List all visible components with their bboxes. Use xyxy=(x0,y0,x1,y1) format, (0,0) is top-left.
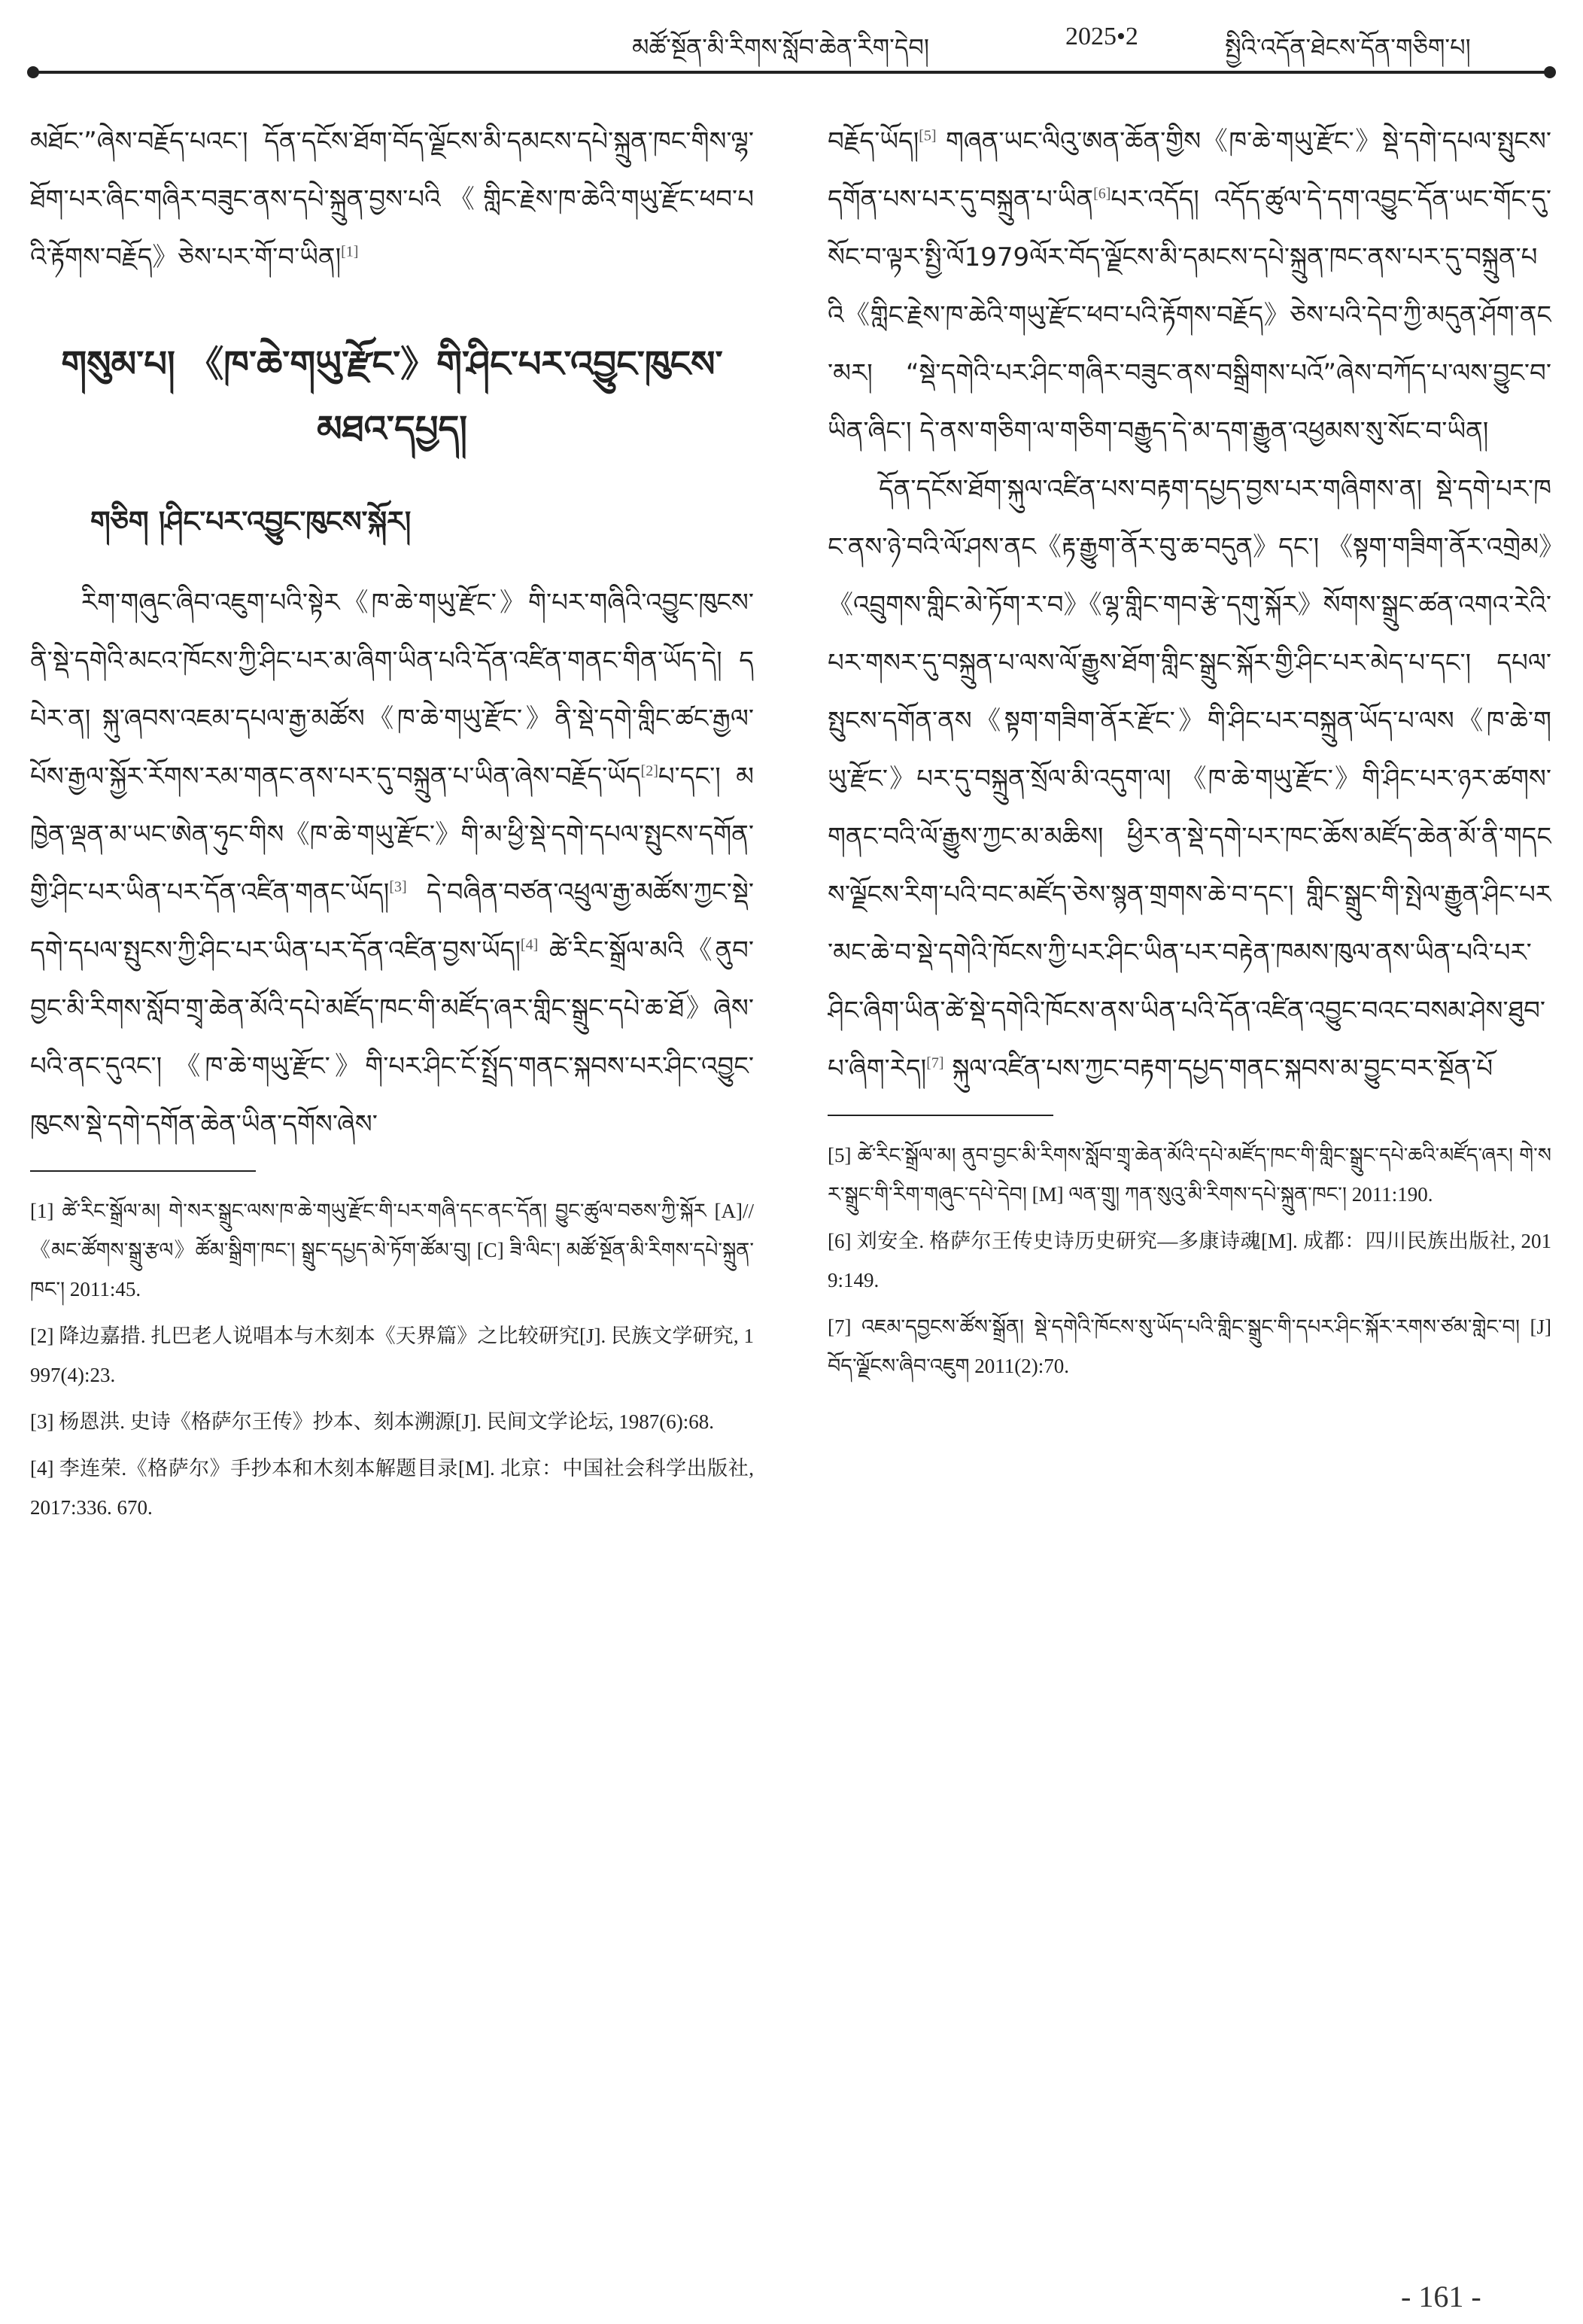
right-para2-text: དོན་དངོས་ཐོག་སྐུལ་འཛིན་པས་བརྟག་དཔྱད་བྱས་པར་གཞིགས་ན། སྡེ་དགེ་པར་ཁང་ནས་ཉེ་བའི་ལོ་ཤས་ནང《རྟ་རྒྱུག་ནོར་བུ་ཆ་བདུན》དང་། 《སྟག་གཟིག་ནོར་འགྲེམ》《འབྲུགས་གླིང་མེ་ཏོག་ར་བ》《ལྷ་གླིང་གབ་རྩེ་དགུ་སྐོར》སོགས་སྒྲུང་ཚན་འགའ་རེའི་པར་གསར་དུ་བསྐྲུན་པ་ལས་ལོ་རྒྱུས་ཐོག་གླིང་སྒྲུང་སྐོར་གྱི་ཤིང་པར་མེད་པ་དང་། དཔལ་སྤུངས་དགོན་ནས《སྟག་གཟིག་ནོར་རྫོང་》གི་ཤིང་པར་བསྐྲུན་ཡོད་པ་ལས《ཁ་ཆེ་གཡུ་རྫོང་》པར་དུ་བསྐྲུན་སྲོལ་མི་འདུག་ལ། 《ཁ་ཆེ་གཡུ་རྫོང་》གི་ཤིང་པར་ཉར་ཚགས་གནང་བའི་ལོ་རྒྱུས་ཀྱང་མ་མཆིས། ཕྱིར་ན་སྡེ་དགེ་པར་ཁང་ཆོས་མཛོད་ཆེན་མོ་ནི་གདངས་ལྗོངས་རིག་པའི་བང་མཛོད་ཅེས་སྙན་གྲགས་ཆེ་བ་དང་། གླིང་སྒྲུང་གི་སྤེལ་རྒྱུན་ཤིང་པར་མང་ཆེ་བ་སྡེ་དགེའི་ཁོངས་ཀྱི་པར་ཤིང་ཡིན་པར་བརྟེན་ཁམས་ཁུལ་ནས་ཡིན་པའི་པར་ཤིང་ཞིག་ཡིན་ཚེ་སྡེ་དགེའི་ཁོངས་ནས་ཡིན་པའི་དོན་འཛིན་འབྱུང་བའང་བསམ་ཤེས་ཐུབ་པ་ཞིག་རེད། xyxy=(828,474,1551,1084)
left-para1-text: མཐོང་”ཞེས་བརྗོད་པའང་། དོན་དངོས་ཐོག་བོད་ལྗོངས་མི་དམངས་དཔེ་སྐྲུན་ཁང་གིས་ལྷ་ཐོག་པར་ཞིང་གཞིར་བཟུང་ནས་དཔེ་སྐྲུན་བྱས་པའི《གླིང་རྗེས་ཁ་ཆེའི་གཡུ་རྫོང་ཕབ་པའི་རྟོགས་བརྗོད》ཅེས་པར་གོ་བ་ཡིན། xyxy=(30,126,754,272)
left-para2d-text: ཚེ་རིང་སྒྲོལ་མའི《ནུབ་བྱང་མི་རིགས་སློབ་གྲྭ་ཆེན་མོའི་དཔེ་མཛོད་ཁང་གི་མཛོད་ཞར་གླིང་སྒྲུང་དཔེ་ཆ་ཐོ》ཞེས་པའི་ནང་དུའང་། 《ཁ་ཆེ་གཡུ་རྫོང་》གི་པར་ཤིང་ངོ་སྤྲོད་གནང་སྐབས་པར་ཤིང་འབྱུང་ཁུངས་སྡེ་དགེ་དགོན་ཆེན་ཡིན་དགོས་ཞེས་ xyxy=(30,935,754,1139)
right-column xyxy=(828,113,1551,2228)
header-rule-dot-right xyxy=(1544,66,1556,78)
journal-title: མཚོ་སྔོན་མི་རིགས་སློབ་ཆེན་རིག་དེབ། xyxy=(632,33,930,62)
issue-number: 2025•2 xyxy=(1065,23,1138,50)
issue-section: སྤྱིའི་འདོན་ཐེངས་དོན་གཅིག་པ། xyxy=(1225,33,1471,62)
right-paragraph-2 xyxy=(828,461,1551,1098)
subsection-title: གཅིག །ཤིང་པར་འབྱུང་ཁུངས་སྐོར། xyxy=(90,505,412,538)
footnote-5: [5] ཚེ་རིང་སྒྲོལ་མ། ནུབ་བྱང་མི་རིགས་སློབ་གྲྭ་ཆེན་མོའི་དཔེ་མཛོད་ཁང་གི་གླིང་སྒྲུང་དཔེ་ཆའི་མཛོད་ཞར། གེ་སར་སྒྲུང་གི་རིག་གཞུང་དཔེ་དེབ། [M] ལན་གྲུ། ཀན་སུའུ་མི་རིགས་དཔེ་སྐྲུན་ཁང་། 2011:190. xyxy=(828,1144,1551,1206)
footnote-ref-7[interactable]: [7] xyxy=(926,1054,944,1072)
right-para1-text: བརྗོད་ཡོད། xyxy=(828,126,919,157)
footnote-2: [2] 降边嘉措. 扎巴老人说唱本与木刻本《天界篇》之比较研究[J]. 民族文学研究, 1997(4):23. xyxy=(30,1325,754,1386)
footnote-ref-6[interactable]: [6] xyxy=(1093,185,1111,202)
left-paragraph-2 xyxy=(30,574,754,1154)
header-rule-dot-left xyxy=(27,66,39,78)
left-column xyxy=(30,113,754,2228)
footnote-4: [4] 李连荣.《格萨尔》手抄本和木刻本解题目录[M]. 北京：中国社会科学出版社, 2017:336. 670. xyxy=(30,1457,754,1519)
header-rule xyxy=(32,71,1550,74)
footnote-ref-5[interactable]: [5] xyxy=(919,127,937,144)
footnote-ref-1[interactable]: [1] xyxy=(341,243,359,260)
footnote-ref-3[interactable]: [3] xyxy=(389,878,407,896)
right-para2b-text: སྐུལ་འཛིན་པས་ཀྱང་བརྟག་དཔྱད་གནང་སྐབས་མ་བྱུང་བར་སྔོན་པོ xyxy=(943,1054,1493,1084)
left-paragraph-1 xyxy=(30,113,754,287)
footnote-7: [7] འཇམ་དབྱངས་ཚོས་སྒྲོན། སྡེ་དགེའི་ཁོངས་སུ་ཡོད་པའི་གླིང་སྒྲུང་གི་དཔར་ཤིང་སྐོར་རགས་ཙམ་གླེང་བ། [J] བོད་ལྗོངས་ཞིབ་འཇུག 2011(2):70. xyxy=(828,1316,1551,1377)
footnote-3: [3] 杨恩洪. 史诗《格萨尔王传》抄本、刻本溯源[J]. 民间文学论坛, 1987(6):68. xyxy=(30,1410,714,1433)
left-para2-text: རིག་གཞུང་ཞིབ་འཇུག་པའི་སྟེར《ཁ་ཆེ་གཡུ་རྫོང་》གི་པར་གཞིའི་འབྱུང་ཁུངས་ནི་སྡེ་དགེའི་མངའ་ཁོངས་ཀྱི་ཤིང་པར་མ་ཞིག་ཡིན་པའི་དོན་འཛིན་གནང་གིན་ཡོད་དེ། དཔེར་ན། སྐུ་ཞབས་འཇམ་དཔལ་རྒྱ་མཚོས《ཁ་ཆེ་གཡུ་རྫོང་》ནི་སྡེ་དགེ་གླིང་ཚང་རྒྱལ་པོས་རྒྱལ་སྐྱོར་རོགས་རམ་གནང་ནས་པར་དུ་བསྐྲུན་པ་ཡིན་ཞེས་བརྗོད་ཡོད xyxy=(30,588,754,792)
page-number: - 161 - xyxy=(1401,2280,1481,2313)
section-title: གསུམ་པ། 《ཁ་ཆེ་གཡུ་རྫོང་》གི་ཤིང་པར་འབྱུང་ཁུངས་མཐའ་དཔྱད། xyxy=(61,343,723,450)
footnote-rule xyxy=(828,1115,1053,1116)
right-paragraph-1 xyxy=(828,113,1551,461)
footnote-6: [6] 刘安全. 格萨尔王传史诗历史研究—多康诗魂[M]. 成都：四川民族出版社, 2019:149. xyxy=(828,1230,1551,1291)
left-para2c-text: དེ་བཞིན་བཙན་འཕྲུལ་རྒྱ་མཚོས་ཀྱང་སྡེ་དགེ་དཔལ་སྤུངས་ཀྱི་ཤིང་པར་ཡིན་པར་དོན་འཛིན་བྱས་ཡོད། xyxy=(30,878,754,966)
footnote-ref-2[interactable]: [2] xyxy=(640,762,658,780)
footnote-1: [1] ཚེ་རིང་སྒྲོལ་མ། གེ་སར་སྒྲུང་ལས་ཁ་ཆེ་གཡུ་རྫོང་གི་པར་གཞི་དང་ནང་དོན། བྱུང་ཚུལ་བཅས་ཀྱི་སྐོར [A]//《མང་ཚོགས་སྒྲུ་རྩལ》ཚོམ་སྒྲིག་ཁང་། སྒྲུང་དཔྱད་མེ་ཏོག་ཚོམ་བུ། [C] ཟི་ལིང་། མཚོ་སྔོན་མི་རིགས་དཔེ་སྐྲུན་ཁང་། 2011:45. xyxy=(30,1200,754,1300)
right-para1c-text: པར་འདོད། འདོད་ཚུལ་དེ་དག་འབྱུང་དོན་ཡང་གོང་དུ་སོང་བ་ལྟར་སྤྱི་ལོ1979ལོར་བོད་ལྗོངས་མི་དམངས་དཔེ་སྐྲུན་ཁང་ནས་པར་དུ་བསྐྲུན་པའི《གླིང་རྗེས་ཁ་ཆེའི་གཡུ་རྫོང་ཕབ་པའི་རྟོགས་བརྗོད》ཅེས་པའི་དེབ་ཀྱི་མདུན་ཤོག་ནང་མར། “སྡེ་དགེའི་པར་ཤིང་གཞིར་བཟུང་ནས་བསྒྲིགས་པའོ”ཞེས་བཀོད་པ་ལས་བྱུང་བ་ཡིན་ཞིང་། དེ་ནས་གཅིག་ལ་གཅིག་བརྒྱུད་དེ་མ་དག་རྒྱུན་འཕྱམས་སུ་སོང་བ་ཡིན། xyxy=(828,184,1551,446)
right-para1b-text: གཞན་ཡང་ལིའུ་ཨན་ཆོན་གྱིས《ཁ་ཆེ་གཡུ་རྫོང་》སྡེ་དགེ་དཔལ་སྤུངས་དགོན་པས་པར་དུ་བསྐྲུན་པ་ཡིན xyxy=(828,126,1551,214)
left-para2b-text: པ་དང་། མཁྱེན་ལྡན་མ་ཡང་ཨེན་ཧུང་གིས《ཁ་ཆེ་གཡུ་རྫོང་》གི་མ་ཕྱི་སྡེ་དགེ་དཔལ་སྤུངས་དགོན་གྱི་ཤིང་པར་ཡིན་པར་དོན་འཛིན་གནང་ཡོད། xyxy=(30,762,754,908)
footnote-rule xyxy=(30,1170,256,1172)
footnote-ref-4[interactable]: [4] xyxy=(520,936,539,954)
